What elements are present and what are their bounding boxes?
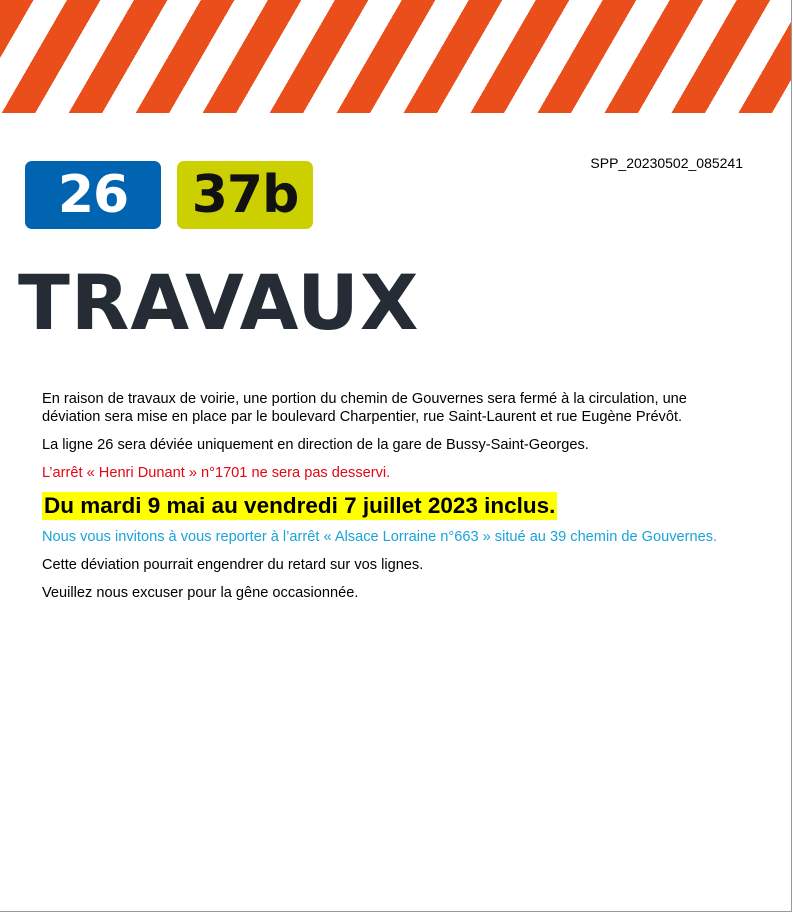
alternative-stop-paragraph: Nous vous invitons à vous reporter à l’arrêt « Alsace Lorraine n°663 » situé au 39 chemin de Gouvernes. (42, 529, 718, 545)
apology-paragraph: Veuillez nous excuser pour la gêne occasionnée. (42, 585, 359, 601)
document-reference: SPP_20230502_085241 (590, 155, 743, 171)
line-badge-37b: 37b (177, 161, 313, 229)
line-badge-26: 26 (25, 161, 161, 229)
hazard-stripes-banner (0, 0, 791, 113)
line-26-paragraph: La ligne 26 sera déviée uniquement en direction de la gare de Bussy-Saint-Georges. (42, 437, 589, 453)
notice-body (42, 390, 742, 612)
delay-paragraph: Cette déviation pourrait engendrer du retard sur vos lignes. (42, 557, 424, 573)
page-title: TRAVAUX (18, 258, 420, 347)
dates-highlight: Du mardi 9 mai au vendredi 7 juillet 2023 inclus. (44, 493, 556, 518)
intro-paragraph: En raison de travaux de voirie, une portion du chemin de Gouvernes sera fermé à la circulation, une déviation sera mise en place par le boulevard Charpentier, rue Saint-Laurent et rue Eugène Prévôt. (42, 391, 687, 425)
closed-stop-paragraph: L’arrêt « Henri Dunant » n°1701 ne sera pas desservi. (42, 465, 391, 481)
